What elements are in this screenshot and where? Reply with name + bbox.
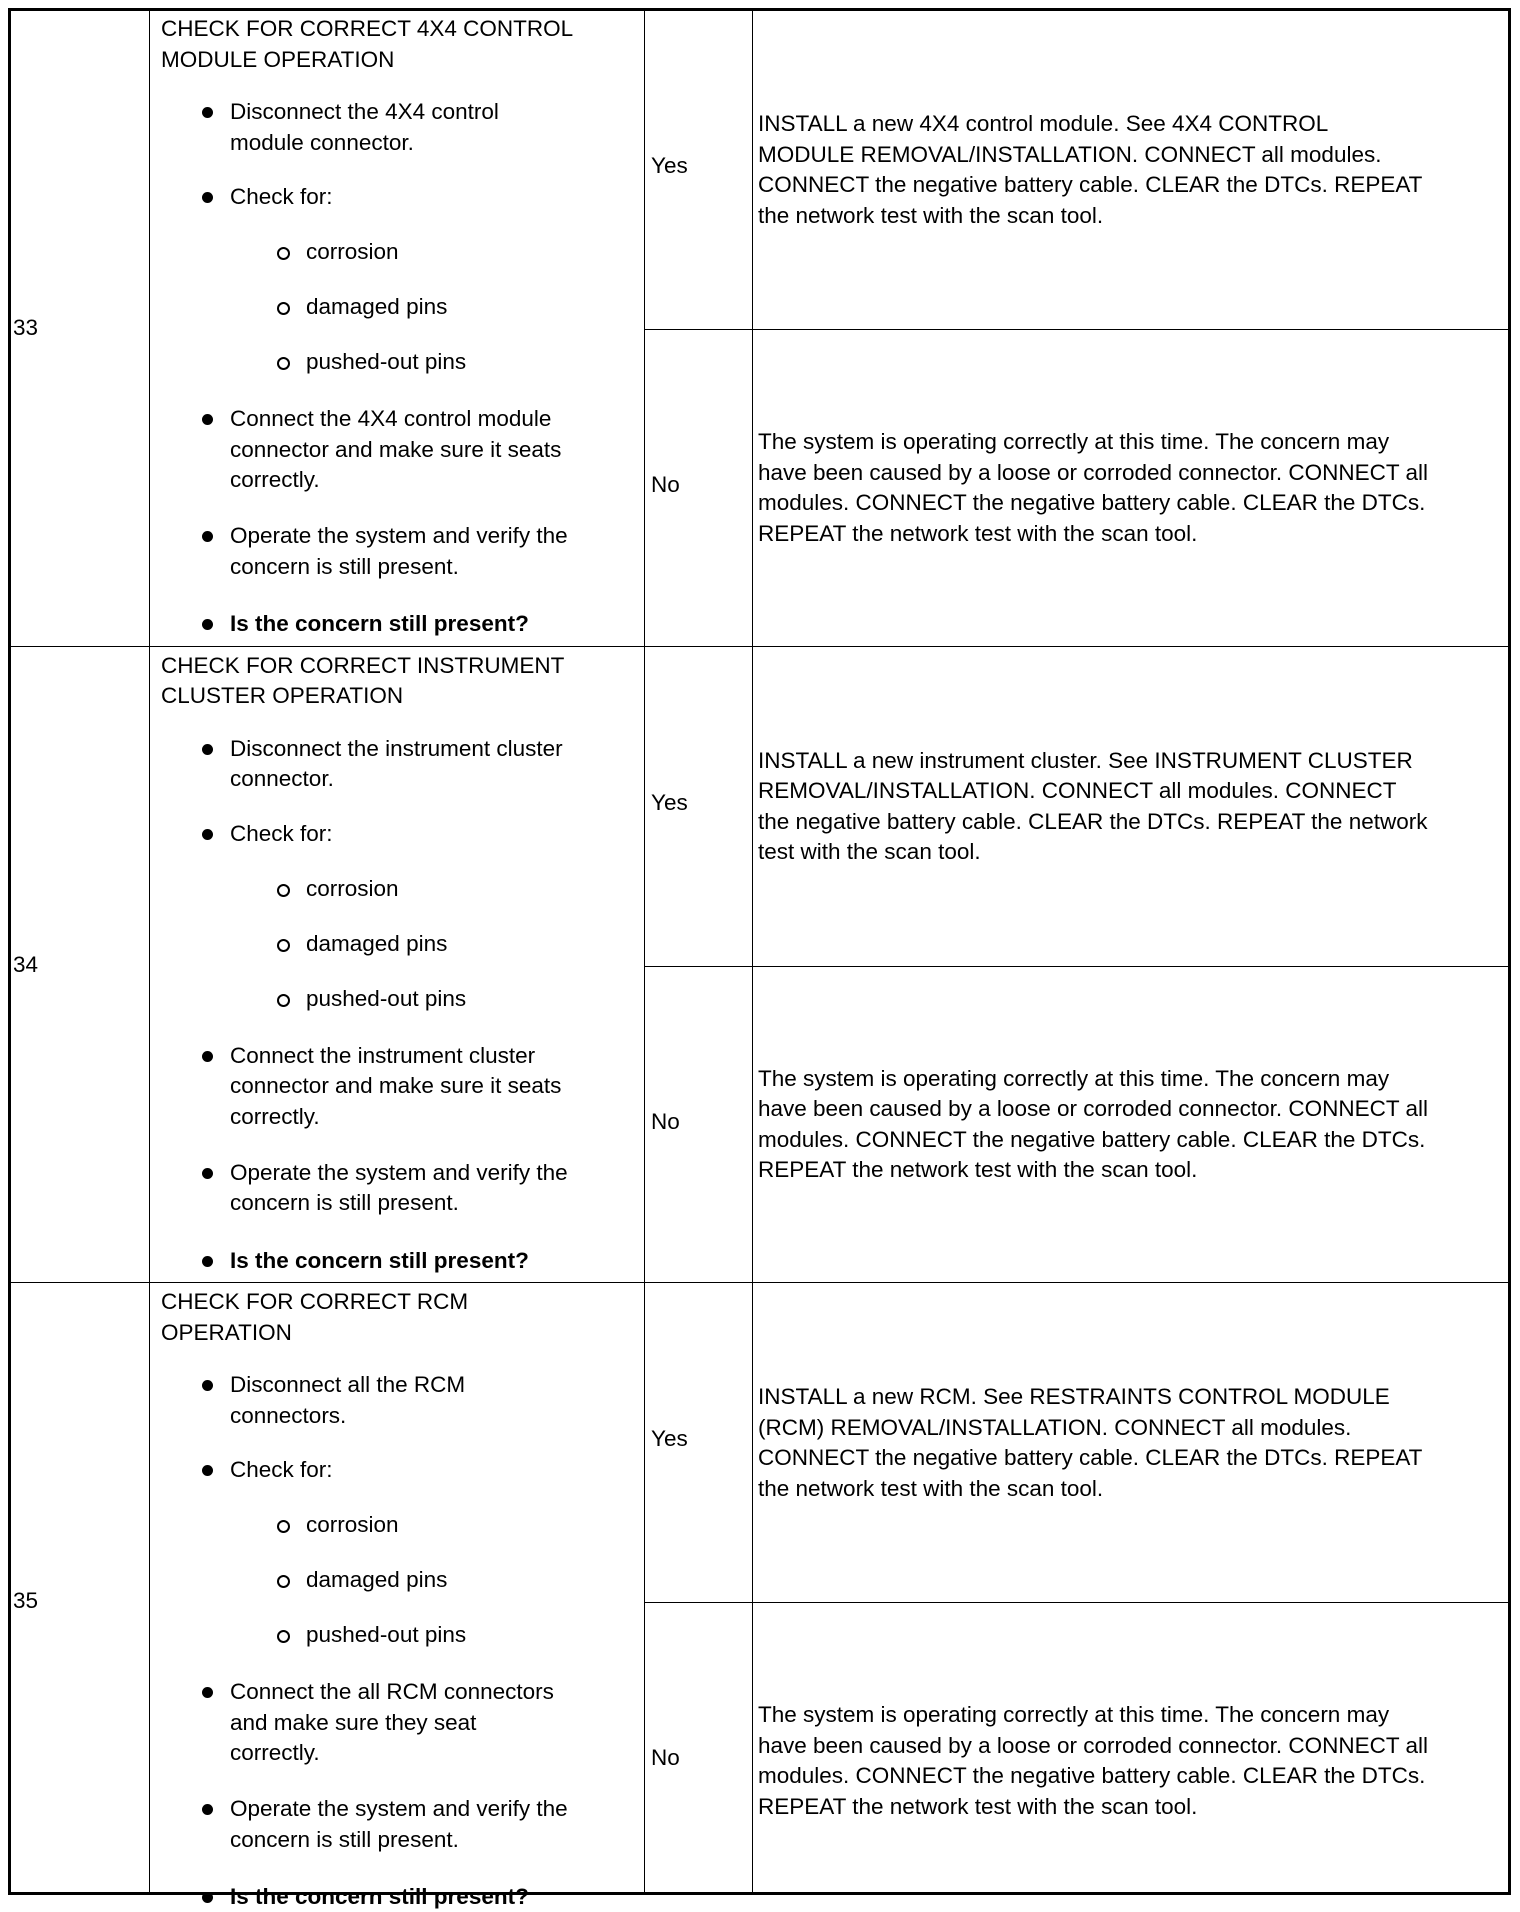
instruction-line: Disconnect all the RCM: [230, 1372, 466, 1397]
instruction-line: Check for:: [230, 184, 333, 209]
check-item: damaged pins: [306, 294, 448, 319]
step-number: 33: [13, 315, 39, 340]
instruction-line: Connect the all RCM connectors: [230, 1679, 554, 1704]
yes-action-line: CONNECT the negative battery cable. CLEAR the DTCs. REPEAT: [758, 172, 1423, 197]
instruction-line: Operate the system and verify the: [230, 523, 568, 548]
step-heading-line: CHECK FOR CORRECT RCM: [161, 1289, 469, 1314]
circle-bullet-icon: [277, 1520, 290, 1533]
no-action-line: REPEAT the network test with the scan tool.: [758, 1793, 1198, 1819]
step-question: Is the concern still present?: [230, 1884, 529, 1909]
circle-bullet-icon: [277, 884, 290, 897]
instruction-line: concern is still present.: [230, 1826, 459, 1852]
circle-bullet-icon: [277, 302, 290, 315]
step-row-divider: [11, 646, 1508, 647]
instruction-line: Check for:: [230, 820, 333, 846]
check-item: corrosion: [306, 875, 399, 901]
answer-no: No: [651, 472, 680, 497]
check-item: pushed-out pins: [306, 349, 467, 374]
answer-no: No: [651, 1108, 680, 1134]
bullet-icon: [202, 1465, 213, 1476]
instruction-line: Operate the system and verify the: [230, 1159, 568, 1185]
circle-bullet-icon: [277, 939, 290, 952]
step-question: Is the concern still present?: [230, 1247, 529, 1273]
yes-no-divider: [644, 966, 1508, 967]
no-action-line: REPEAT the network test with the scan tool.: [758, 520, 1198, 546]
instruction-line: Operate the system and verify the: [230, 1796, 568, 1821]
yes-action-line: REMOVAL/INSTALLATION. CONNECT all modules. CONNECT: [758, 778, 1397, 803]
instruction-line: Check for:: [230, 1457, 333, 1482]
instruction-line: correctly.: [230, 1103, 320, 1129]
yes-no-divider: [644, 1602, 1508, 1603]
circle-bullet-icon: [277, 357, 290, 370]
instruction-line: Connect the instrument cluster: [230, 1042, 536, 1068]
step-number: 35: [13, 1588, 39, 1613]
check-item: corrosion: [306, 1512, 399, 1537]
instruction-line: connector.: [230, 766, 334, 791]
step-heading-line: CHECK FOR CORRECT INSTRUMENT: [161, 652, 565, 678]
step-heading-line: CHECK FOR CORRECT 4X4 CONTROL: [161, 16, 574, 41]
instruction-line: Disconnect the instrument cluster: [230, 735, 563, 761]
bullet-icon: [202, 829, 213, 840]
step-question: Is the concern still present?: [230, 611, 529, 636]
answer-yes: Yes: [651, 153, 688, 178]
instruction-line: Connect the 4X4 control module: [230, 406, 552, 431]
instruction-line: and make sure they seat: [230, 1709, 477, 1735]
bullet-icon: [202, 619, 213, 630]
instruction-line: correctly.: [230, 1740, 320, 1765]
step-number: 34: [13, 951, 39, 977]
instruction-line: connectors.: [230, 1402, 347, 1428]
bullet-icon: [202, 414, 213, 425]
yes-action-line: (RCM) REMOVAL/INSTALLATION. CONNECT all modules.: [758, 1414, 1352, 1440]
yes-action-line: the network test with the scan tool.: [758, 1475, 1104, 1501]
step-heading-line: CLUSTER OPERATION: [161, 683, 404, 708]
column-divider: [149, 11, 150, 1892]
check-item: corrosion: [306, 239, 399, 264]
yes-action-line: the negative battery cable. CLEAR the DTCs. REPEAT the network: [758, 808, 1428, 834]
instruction-line: module connector.: [230, 129, 414, 155]
instruction-line: connector and make sure it seats: [230, 436, 562, 462]
bullet-icon: [202, 1168, 213, 1179]
answer-yes: Yes: [651, 789, 688, 815]
answer-no: No: [651, 1745, 680, 1770]
yes-action-line: INSTALL a new RCM. See RESTRAINTS CONTROL MODULE: [758, 1384, 1390, 1409]
instruction-line: Disconnect the 4X4 control: [230, 99, 499, 124]
yes-no-divider: [644, 329, 1508, 330]
bullet-icon: [202, 1256, 213, 1267]
instruction-line: concern is still present.: [230, 1190, 459, 1215]
bullet-icon: [202, 107, 213, 118]
no-action-line: have been caused by a loose or corroded connector. CONNECT all: [758, 1096, 1428, 1121]
yes-action-line: the network test with the scan tool.: [758, 202, 1104, 228]
check-item: pushed-out pins: [306, 1622, 467, 1647]
yes-action-line: MODULE REMOVAL/INSTALLATION. CONNECT all modules.: [758, 141, 1382, 167]
diagnostic-table: [8, 8, 1511, 1909]
answer-yes: Yes: [651, 1426, 688, 1451]
step-row-divider: [11, 1282, 1508, 1283]
circle-bullet-icon: [277, 247, 290, 260]
no-action-line: The system is operating correctly at this time. The concern may: [758, 1702, 1390, 1727]
no-action-line: REPEAT the network test with the scan tool.: [758, 1157, 1198, 1182]
bullet-icon: [202, 744, 213, 755]
step-heading-line: MODULE OPERATION: [161, 46, 395, 72]
no-action-line: have been caused by a loose or corroded connector. CONNECT all: [758, 1732, 1428, 1758]
bullet-icon: [202, 1380, 213, 1391]
bullet-icon: [202, 1892, 213, 1903]
yes-action-line: CONNECT the negative battery cable. CLEAR the DTCs. REPEAT: [758, 1445, 1423, 1470]
instruction-line: correctly.: [230, 467, 320, 492]
instruction-line: concern is still present.: [230, 553, 459, 579]
bullet-icon: [202, 1804, 213, 1815]
no-action-line: The system is operating correctly at this time. The concern may: [758, 429, 1390, 454]
column-divider: [752, 11, 753, 1892]
no-action-line: modules. CONNECT the negative battery cable. CLEAR the DTCs.: [758, 1763, 1426, 1788]
check-item: damaged pins: [306, 930, 448, 956]
no-action-line: modules. CONNECT the negative battery cable. CLEAR the DTCs.: [758, 1126, 1426, 1152]
bullet-icon: [202, 1051, 213, 1062]
step-heading-line: OPERATION: [161, 1319, 292, 1345]
circle-bullet-icon: [277, 1630, 290, 1643]
check-item: pushed-out pins: [306, 985, 467, 1011]
yes-action-line: test with the scan tool.: [758, 839, 981, 864]
no-action-line: The system is operating correctly at this time. The concern may: [758, 1065, 1390, 1091]
no-action-line: modules. CONNECT the negative battery cable. CLEAR the DTCs.: [758, 490, 1426, 515]
bullet-icon: [202, 1687, 213, 1698]
yes-action-line: INSTALL a new 4X4 control module. See 4X4 CONTROL: [758, 111, 1329, 136]
yes-action-line: INSTALL a new instrument cluster. See INSTRUMENT CLUSTER: [758, 747, 1413, 773]
circle-bullet-icon: [277, 994, 290, 1007]
column-divider: [644, 11, 645, 1892]
circle-bullet-icon: [277, 1575, 290, 1588]
check-item: damaged pins: [306, 1567, 448, 1592]
bullet-icon: [202, 531, 213, 542]
no-action-line: have been caused by a loose or corroded connector. CONNECT all: [758, 459, 1428, 485]
bullet-icon: [202, 192, 213, 203]
instruction-line: connector and make sure it seats: [230, 1073, 562, 1098]
